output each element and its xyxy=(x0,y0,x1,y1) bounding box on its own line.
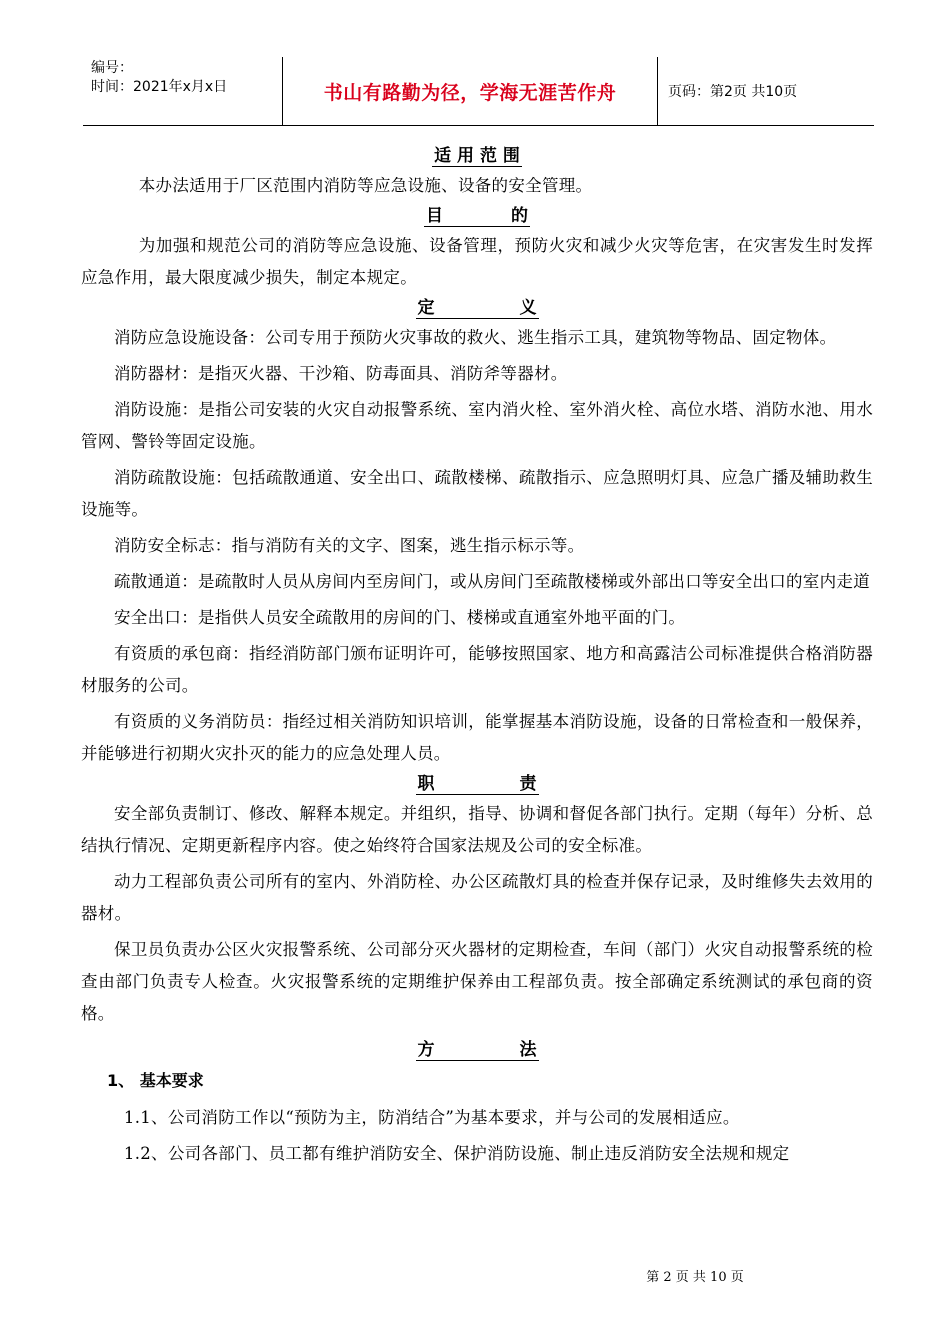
page-header xyxy=(83,57,874,126)
header-motto-cell xyxy=(283,57,658,125)
document-time-label: 时间：2021年x月x日 xyxy=(91,79,228,95)
paragraph-definition-9: 有资质的义务消防员：指经过相关消防知识培训，能掌握基本消防设施，设备的日常检查和一般保养，并能够进行初期火灾扑灭的能力的应急处理人员。 xyxy=(81,712,873,763)
paragraph-definition-7: 安全出口：是指供人员安全疏散用的房间的门、楼梯或直通室外地平面的门。 xyxy=(114,608,686,627)
document-number-label: 编号： xyxy=(91,60,133,76)
paragraph-duty-2: 动力工程部负责公司所有的室内、外消防栓、办公区疏散灯具的检查并保存记录，及时维修失去效用的器材。 xyxy=(81,872,873,923)
paragraph-definition-5: 消防安全标志：指与消防有关的文字、图案，逃生指示标示等。 xyxy=(114,536,585,555)
paragraph-definition-8: 有资质的承包商：指经消防部门颁布证明许可，能够按照国家、地方和高露洁公司标准提供合格消防器材服务的公司。 xyxy=(81,644,873,695)
section-title-purpose: 目 的 xyxy=(426,206,528,226)
header-meta xyxy=(83,57,283,125)
paragraph-method-1: 1.1、公司消防工作以“预防为主，防消结合”为基本要求，并与公司的发展相适应。 xyxy=(123,1108,740,1127)
document-body xyxy=(81,142,873,1170)
paragraph-definition-3: 消防设施：是指公司安装的火灾自动报警系统、室内消火栓、室外消火栓、高位水塔、消防水池、用水管网、警铃等固定设施。 xyxy=(81,400,873,451)
section-title-method: 方 法 xyxy=(417,1040,537,1060)
page-footer: 第 2 页 共 10 页 xyxy=(646,1270,744,1285)
subsection-basic-requirements: 1、 基本要求 xyxy=(107,1071,204,1090)
paragraph-method-2: 1.2、公司各部门、员工都有维护消防安全、保护消防设施、制止违反消防安全法规和规定 xyxy=(123,1144,790,1163)
section-title-duty: 职 责 xyxy=(417,774,537,794)
paragraph-definition-4: 消防疏散设施：包括疏散通道、安全出口、疏散楼梯、疏散指示、应急照明灯具、应急广播及辅助救生设施等。 xyxy=(81,468,873,519)
paragraph-duty-3: 保卫员负责办公区火灾报警系统、公司部分灭火器材的定期检查，车间（部门）火灾自动报警系统的检查由部门负责专人检查。火灾报警系统的定期维护保养由工程部负责。按全部确定系统测试的承包商的资格。 xyxy=(81,940,873,1023)
paragraph-duty-1: 安全部负责制订、修改、解释本规定。并组织，指导、协调和督促各部门执行。定期（每年）分析、总结执行情况、定期更新程序内容。使之始终符合国家法规及公司的安全标准。 xyxy=(81,804,873,855)
section-title-scope: 适 用 范 围 xyxy=(434,146,520,166)
paragraph-definition-2: 消防器材：是指灭火器、干沙箱、防毒面具、消防斧等器材。 xyxy=(114,364,568,383)
paragraph-purpose: 为加强和规范公司的消防等应急设施、设备管理，预防火灾和减少火灾等危害，在灾害发生时发挥应急作用，最大限度减少损失，制定本规定。 xyxy=(81,236,873,287)
paragraph-scope: 本办法适用于厂区范围内消防等应急设施、设备的安全管理。 xyxy=(138,176,593,195)
header-page-info: 页码：第2页 共10页 xyxy=(668,84,798,100)
paragraph-definition-6: 疏散通道：是疏散时人员从房间内至房间门，或从房间门至疏散楼梯或外部出口等安全出口的室内走道 xyxy=(114,572,870,591)
section-title-definition: 定 义 xyxy=(417,298,537,318)
header-motto: 书山有路勤为径，学海无涯苦作舟 xyxy=(323,81,617,104)
paragraph-definition-1: 消防应急设施设备：公司专用于预防火灾事故的救火、逃生指示工具，建筑物等物品、固定物体。 xyxy=(114,328,837,347)
